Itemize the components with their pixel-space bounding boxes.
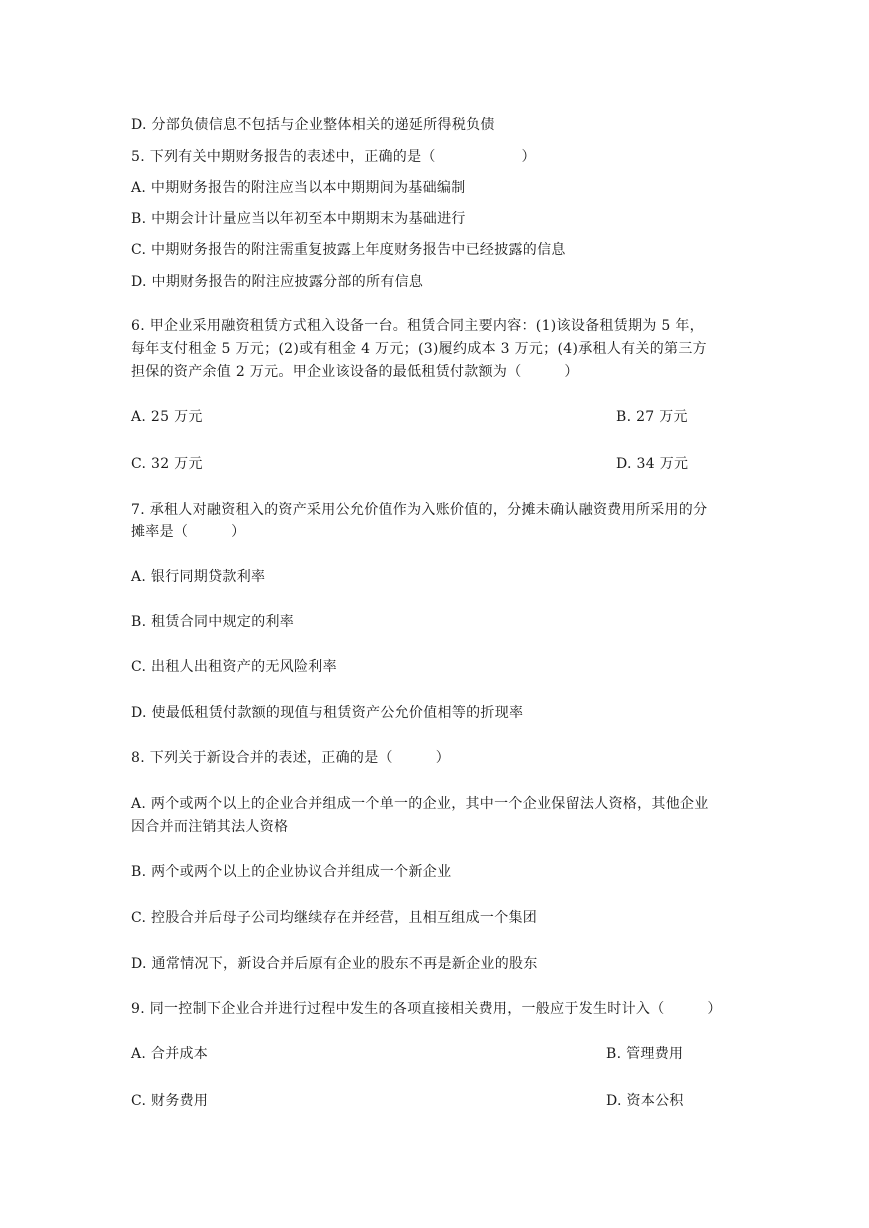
q9-stem: 9. 同一控制下企业合并进行过程中发生的各项直接相关费用，一般应于发生时计入（ ） [131, 1001, 722, 1017]
q7-option-a: A. 银行同期贷款利率 [131, 569, 266, 585]
q8-option-a-line1: A. 两个或两个以上的企业合并组成一个单一的企业，其中一个企业保留法人资格，其他企业 [131, 796, 709, 812]
q9-option-b: B. 管理费用 [606, 1046, 684, 1062]
q6-stem-line2: 每年支付租金 5 万元；(2)或有租金 4 万元；(3)履约成本 3 万元；(4)承租人有关的第三方 [131, 341, 707, 357]
q5-option-c: C. 中期财务报告的附注需重复披露上年度财务报告中已经披露的信息 [131, 242, 566, 258]
q6-stem-line1: 6. 甲企业采用融资租赁方式租入设备一台。租赁合同主要内容：(1)该设备租赁期为 5 年， [131, 318, 704, 334]
q6-option-a: A. 25 万元 [131, 409, 203, 425]
q8-option-b: B. 两个或两个以上的企业协议合并组成一个新企业 [131, 864, 452, 880]
q7-option-d: D. 使最低租赁付款额的现值与租赁资产公允价值相等的折现率 [131, 705, 524, 721]
q8-stem: 8. 下列关于新设合并的表述，正确的是（ ） [131, 750, 451, 766]
q6-option-b: B. 27 万元 [616, 409, 688, 425]
q7-stem-line1: 7. 承租人对融资租入的资产采用公允价值作为入账价值的，分摊未确认融资费用所采用的分 [131, 502, 708, 518]
q7-option-c: C. 出租人出租资产的无风险利率 [131, 659, 337, 675]
q5-option-b: B. 中期会计计量应当以年初至本中期期末为基础进行 [131, 211, 466, 227]
q8-option-a-line2: 因合并而注销其法人资格 [131, 819, 289, 835]
q9-option-c: C. 财务费用 [131, 1093, 209, 1109]
q9-option-d: D. 资本公积 [606, 1093, 684, 1109]
q6-option-c: C. 32 万元 [131, 456, 203, 472]
q7-option-b: B. 租赁合同中规定的利率 [131, 614, 295, 630]
q8-option-d: D. 通常情况下，新设合并后原有企业的股东不再是新企业的股东 [131, 956, 538, 972]
q9-option-a: A. 合并成本 [131, 1046, 209, 1062]
q6-stem-line3: 担保的资产余值 2 万元。甲企业该设备的最低租赁付款额为（ ） [131, 364, 579, 380]
q5-option-a: A. 中期财务报告的附注应当以本中期期间为基础编制 [131, 180, 466, 196]
q8-option-c: C. 控股合并后母子公司均继续存在并经营，且相互组成一个集团 [131, 910, 538, 926]
q6-option-d: D. 34 万元 [616, 456, 689, 472]
q4-option-d: D. 分部负债信息不包括与企业整体相关的递延所得税负债 [131, 117, 495, 133]
q5-stem: 5. 下列有关中期财务报告的表述中，正确的是（ ） [131, 149, 536, 165]
q5-option-d: D. 中期财务报告的附注应披露分部的所有信息 [131, 274, 424, 290]
q7-stem-line2: 摊率是（ ） [131, 524, 246, 540]
